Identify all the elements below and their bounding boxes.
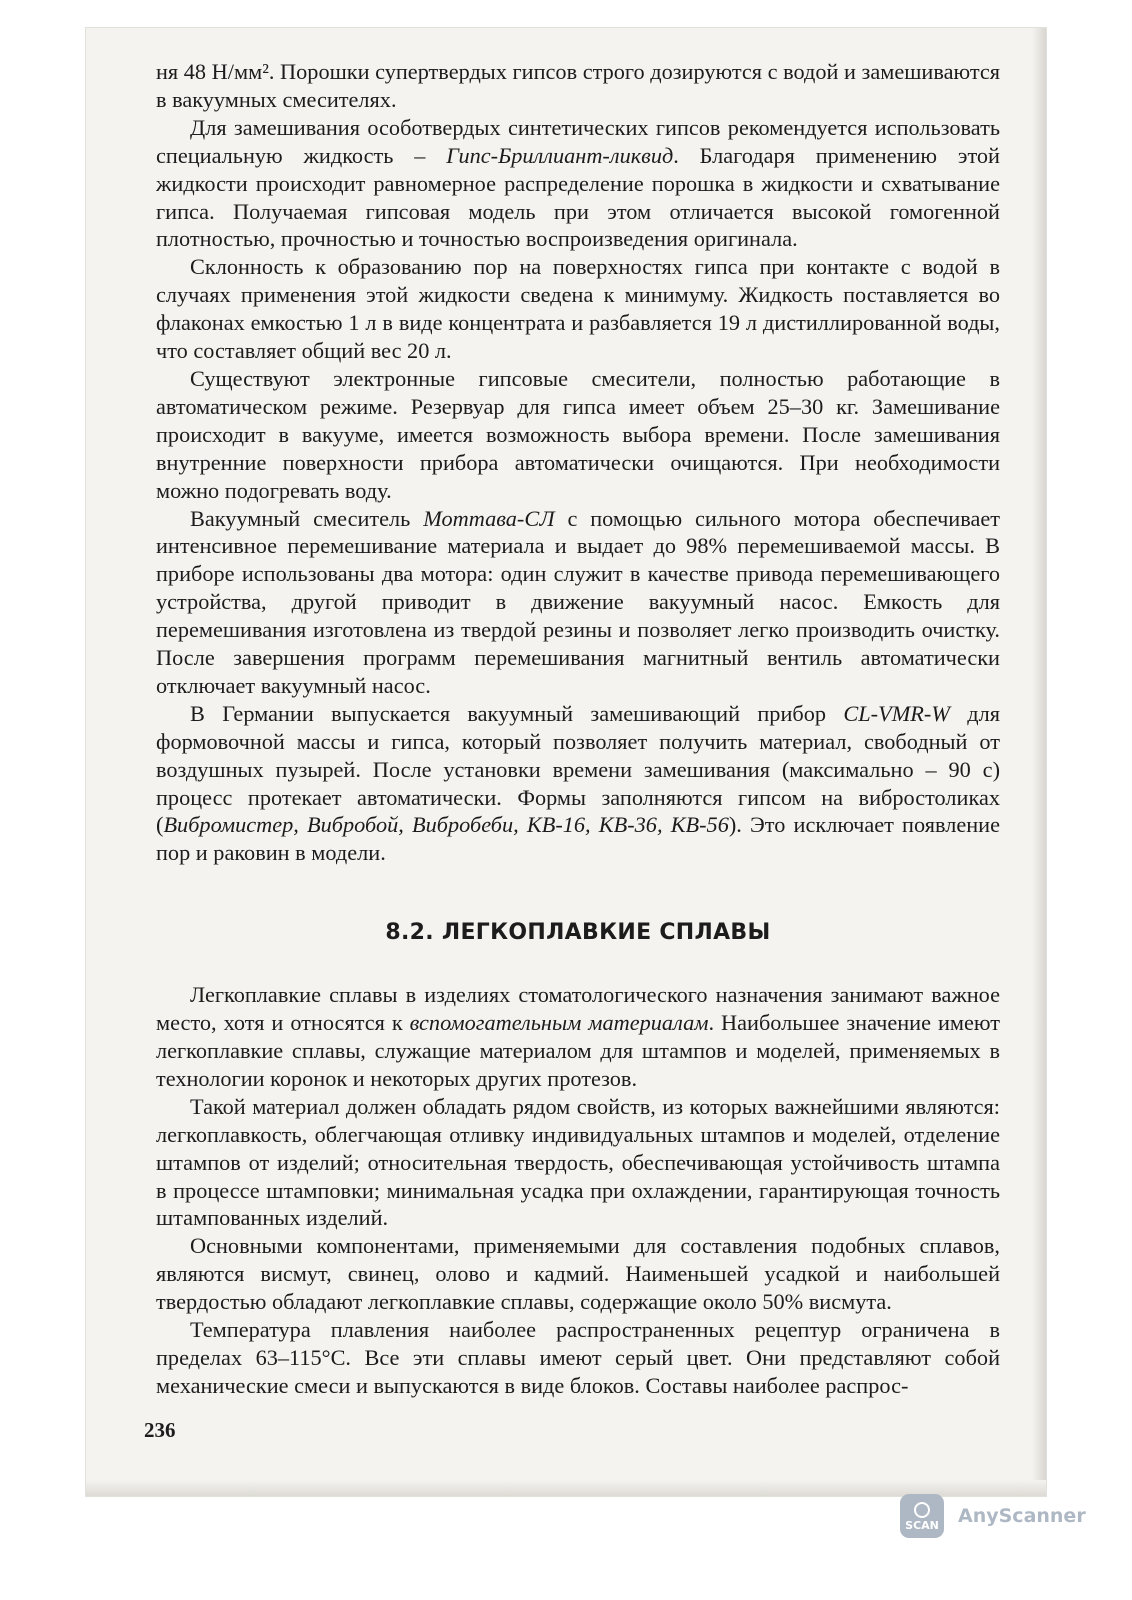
italic-term: Вибромистер, Вибробой, Вибробеби, КВ-16, КВ-36, КВ-56 xyxy=(163,812,729,838)
text-run: В Германии выпускается вакуумный замешивающий прибор xyxy=(190,700,844,726)
italic-term: вспомогательным материалам xyxy=(409,1010,709,1036)
text-run: Вакуумный смеситель xyxy=(190,505,424,531)
text-run: для формовочной массы и гипса, который позволяет получить материал, свободный от воздушных пузырей. После установки времени замешивания (максимально – 90 с) процесс протекает автоматически. Формы заполняются гипсом на вибростоликах ( xyxy=(156,700,1000,838)
paragraph xyxy=(156,365,1000,505)
paragraph xyxy=(156,1093,1000,1233)
text-run: Существуют электронные гипсовые смесители, полностью работающие в автоматическом режиме. Резервуар для гипса имеет объем 25–30 кг. Замешивание происходит в вакууме, имеется возможность выбора времени. После замешивания внутренние поверхности прибора автоматически очищаются. При необходимости можно подогревать воду. xyxy=(156,365,1000,503)
italic-term: CL-VMR-W xyxy=(843,700,950,726)
scanner-watermark xyxy=(900,1494,1086,1538)
text-run: Температура плавления наиболее распространенных рецептур ограничена в пределах 63–115°С. Все эти сплавы имеют серый цвет. Они представляют собой механические смеси и выпускаются в виде блоков. Составы наиболее распрос- xyxy=(156,1317,1000,1398)
paragraph xyxy=(156,1316,1000,1400)
watermark-icon-label: SCAN xyxy=(905,1518,939,1532)
text-run: Склонность к образованию пор на поверхностях гипса при контакте с водой в случаях применения этой жидкости сведена к минимуму. Жидкость поставляется во флаконах емкостью 1 л в виде концентрата и разбавляется 19 л дистиллированной воды, что составляет общий вес 20 л. xyxy=(156,254,1000,364)
paragraph xyxy=(156,505,1000,700)
page-edge-shadow xyxy=(1032,28,1046,1496)
page-number: 236 xyxy=(144,1418,176,1442)
scanner-app-icon xyxy=(900,1494,944,1538)
text-run: с помощью сильного мотора обеспечивает интенсивное перемешивание материала и выдает до 98% перемешиваемой массы. В приборе использованы два мотора: один служит в качестве привода перемешивающего устройства, другой приводит в движение вакуумный насос. Емкость для перемешивания изготовлена из твердой резины и позволяет легко производить очистку. После завершения программ перемешивания магнитный вентиль автоматически отключает вакуумный насос. xyxy=(156,505,1000,698)
text-run: . Благодаря применению этой жидкости происходит равномерное распределение порошка в жидкости и схватывание гипса. Получаемая гипсовая модель при этом отличается высокой гомогенной плотностью, прочностью и точностью воспроизведения оригинала. xyxy=(156,142,1000,252)
text-run: Основными компонентами, применяемыми для составления подобных сплавов, являются висмут, свинец, олово и кадмий. Наименьшей усадкой и наибольшей твердостью обладают легкоплавкие сплавы, содержащие около 50% висмута. xyxy=(156,1233,1000,1315)
body-text xyxy=(156,58,1000,1400)
text-run: Для замешивания особотвердых синтетических гипсов рекомендуется использовать специальную жидкость – xyxy=(156,114,1000,168)
text-run: Такой материал должен обладать рядом свойств, из которых важнейшими являются: легкоплавкость, облегчающая отливку индивидуальных штампов и моделей, отделение штампов от изделий; относительная твердость, обеспечивающая устойчивость штампа в процессе штамповки; минимальная усадка при охлаждении, гарантирующая точность штампованных изделий. xyxy=(156,1093,1000,1231)
text-run: Легкоплавкие сплавы в изделиях стоматологического назначения занимают важное место, хотя и относятся к xyxy=(156,982,1000,1036)
paragraph xyxy=(156,981,1000,1093)
section-heading: 8.2. ЛЕГКОПЛАВКИЕ СПЛАВЫ xyxy=(385,920,771,946)
watermark-text: AnyScanner xyxy=(958,1505,1086,1527)
italic-term: Моттава-СЛ xyxy=(423,505,555,531)
italic-term: Гипс-Бриллиант-ликвид xyxy=(446,142,674,168)
camera-lens-icon xyxy=(914,1502,930,1518)
paragraph xyxy=(156,58,1000,114)
text-run: ня 48 Н/мм². Порошки супертвердых гипсов строго дозируются с водой и замешиваются в вакуумных смесителях. xyxy=(156,59,1000,112)
paragraph xyxy=(156,700,1000,867)
text-run: ). Это исключает появление пор и раковин в модели. xyxy=(156,812,1000,866)
scanned-page xyxy=(86,28,1046,1496)
paragraph xyxy=(156,114,1000,254)
paragraph xyxy=(156,253,1000,365)
paragraph xyxy=(156,1232,1000,1316)
text-run: . Наибольшее значение имеют легкоплавкие сплавы, служащие материалом для штампов и моделей, применяемых в технологии коронок и некоторых других протезов. xyxy=(156,1010,1000,1091)
